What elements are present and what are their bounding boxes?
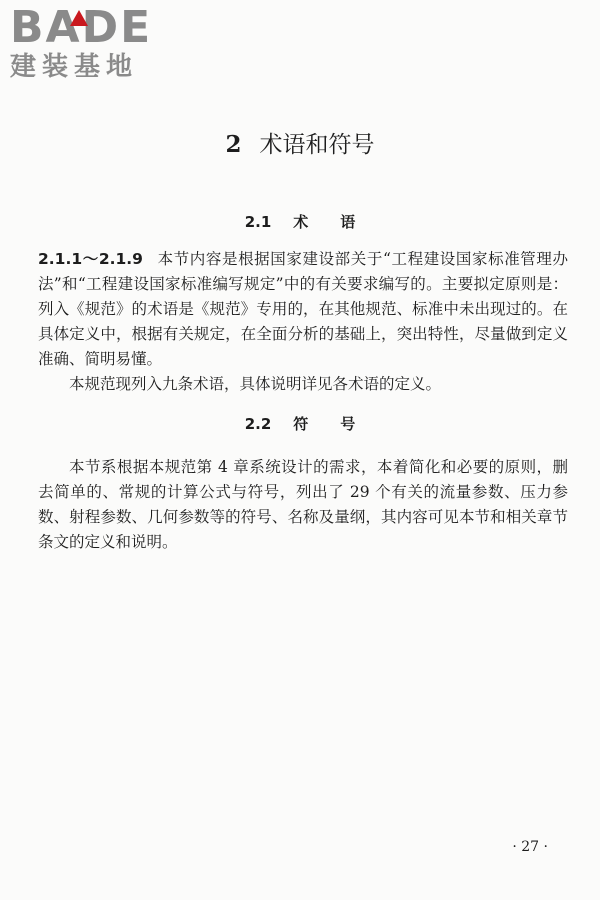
- section-heading-symbols: [0, 414, 600, 434]
- clause-number: 2.1.1～2.1.9: [38, 250, 143, 268]
- section-title: 术语: [293, 213, 388, 231]
- logo-accent-icon: [70, 10, 88, 26]
- page-number: · 27 ·: [512, 839, 548, 855]
- section-title: 符号: [293, 415, 388, 433]
- chapter-title: [0, 130, 600, 160]
- symbols-paragraph: 本节系根据本规范第 4 章系统设计的需求，本着简化和必要的原则，删去简单的、常规的计算公式与符号，列出了 29 个有关的流量参数、压力参数、射程参数、几何参数等的符号、名称及量纲，其内容可见本节和相关章节条文的定义和说明。: [38, 458, 568, 551]
- terms-note-paragraph: 本规范现列入九条术语，具体说明详见各术语的定义。: [69, 375, 442, 393]
- section-heading-terms: [0, 212, 600, 232]
- section-number: 2.1: [244, 213, 272, 231]
- logo-subtitle: 建装基地: [10, 52, 139, 82]
- clause-terms-paragraph: [38, 247, 568, 372]
- brand-logo: [10, 2, 180, 82]
- chapter-title-text: 术语和符号: [259, 132, 375, 158]
- logo-mark-text: BADE: [10, 2, 153, 53]
- logo-wordmark: [10, 2, 180, 53]
- section-number: 2.2: [244, 415, 272, 433]
- chapter-number: 2: [225, 131, 242, 158]
- clause-text: 本节内容是根据国家建设部关于“工程建设国家标准管理办法”和“工程建设国家标准编写规定”中的有关要求编写的。主要拟定原则是：列入《规范》的术语是《规范》专用的，在其他规范、标准中未出现过的。在具体定义中，根据有关规定，在全面分析的基础上，突出特性，尽量做到定义准确、简明易懂。: [38, 250, 568, 368]
